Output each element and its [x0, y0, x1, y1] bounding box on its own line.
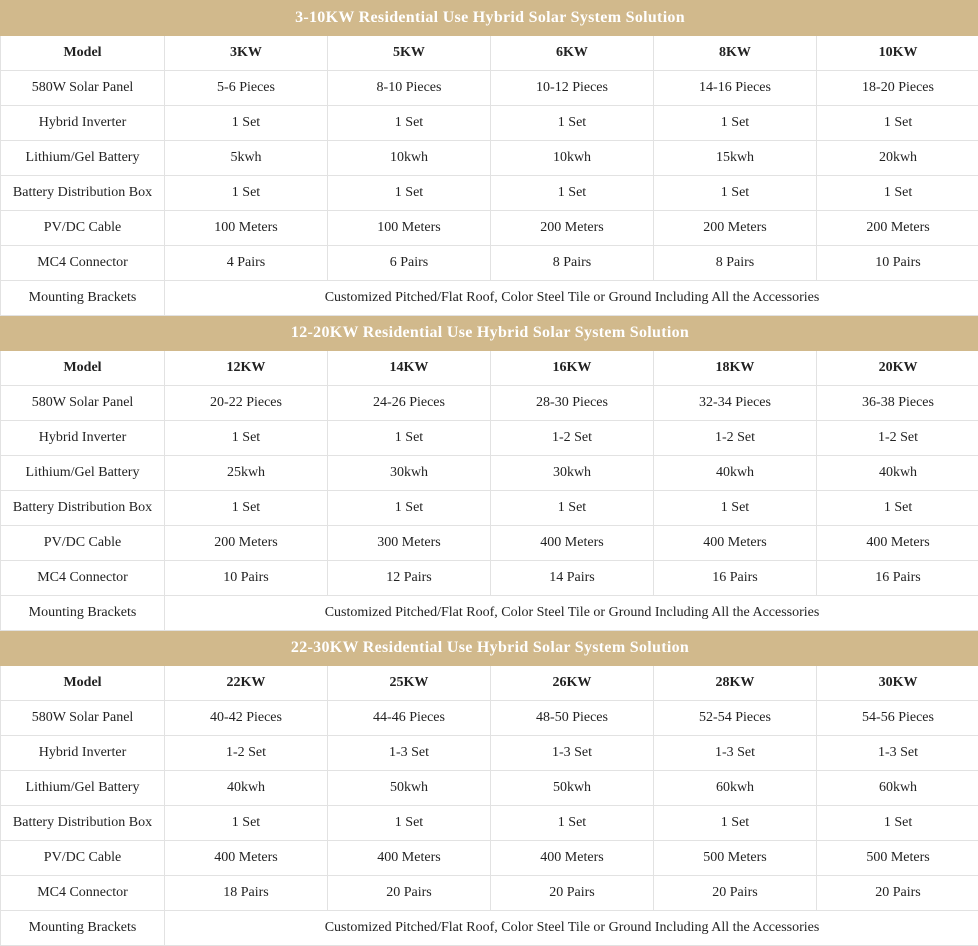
spec-value: 100 Meters [328, 211, 491, 246]
spec-label: Lithium/Gel Battery [1, 141, 165, 176]
model-label: Model [1, 36, 165, 71]
spec-value: 30kwh [491, 456, 654, 491]
spec-value: 1-2 Set [817, 421, 978, 456]
spec-label: Lithium/Gel Battery [1, 771, 165, 806]
spec-value: 15kwh [654, 141, 817, 176]
solar-solution-table-body [1, 1, 978, 946]
spec-value: 40-42 Pieces [165, 701, 328, 736]
model-row [1, 666, 978, 701]
spec-label: Battery Distribution Box [1, 176, 165, 211]
spec-label: MC4 Connector [1, 876, 165, 911]
spec-value: 10kwh [491, 141, 654, 176]
spec-value: 1 Set [491, 106, 654, 141]
spec-value: 30kwh [328, 456, 491, 491]
spec-value: 20-22 Pieces [165, 386, 328, 421]
spec-value: 4 Pairs [165, 246, 328, 281]
mounting-label: Mounting Brackets [1, 911, 165, 946]
spec-label: MC4 Connector [1, 561, 165, 596]
model-cell: 16KW [491, 351, 654, 386]
spec-value: 100 Meters [165, 211, 328, 246]
model-cell: 30KW [817, 666, 978, 701]
spec-value: 1 Set [328, 806, 491, 841]
section-title-row [1, 1, 978, 36]
spec-row [1, 246, 978, 281]
spec-value: 8-10 Pieces [328, 71, 491, 106]
section-title: 12-20KW Residential Use Hybrid Solar System Solution [1, 316, 978, 351]
section-title-row [1, 316, 978, 351]
spec-value: 20 Pairs [328, 876, 491, 911]
spec-value: 1 Set [328, 106, 491, 141]
spec-value: 16 Pairs [654, 561, 817, 596]
model-cell: 22KW [165, 666, 328, 701]
model-cell: 10KW [817, 36, 978, 71]
spec-value: 60kwh [817, 771, 978, 806]
spec-value: 1 Set [654, 806, 817, 841]
mounting-row [1, 596, 978, 631]
spec-row [1, 141, 978, 176]
spec-value: 200 Meters [491, 211, 654, 246]
model-cell: 6KW [491, 36, 654, 71]
spec-value: 1 Set [328, 176, 491, 211]
spec-value: 25kwh [165, 456, 328, 491]
spec-row [1, 806, 978, 841]
model-cell: 3KW [165, 36, 328, 71]
spec-value: 1-3 Set [654, 736, 817, 771]
spec-value: 1-3 Set [328, 736, 491, 771]
spec-value: 400 Meters [654, 526, 817, 561]
spec-value: 1 Set [817, 806, 978, 841]
model-cell: 20KW [817, 351, 978, 386]
spec-value: 28-30 Pieces [491, 386, 654, 421]
section-title-row [1, 631, 978, 666]
spec-label: Lithium/Gel Battery [1, 456, 165, 491]
spec-value: 1 Set [491, 491, 654, 526]
spec-value: 1-3 Set [817, 736, 978, 771]
spec-value: 24-26 Pieces [328, 386, 491, 421]
section-title: 22-30KW Residential Use Hybrid Solar System Solution [1, 631, 978, 666]
model-cell: 8KW [654, 36, 817, 71]
spec-label: Hybrid Inverter [1, 736, 165, 771]
spec-value: 5kwh [165, 141, 328, 176]
spec-value: 18-20 Pieces [817, 71, 978, 106]
spec-value: 1 Set [817, 106, 978, 141]
model-cell: 26KW [491, 666, 654, 701]
spec-value: 1 Set [165, 806, 328, 841]
spec-label: Battery Distribution Box [1, 806, 165, 841]
spec-value: 1 Set [328, 421, 491, 456]
spec-value: 36-38 Pieces [817, 386, 978, 421]
spec-label: 580W Solar Panel [1, 71, 165, 106]
spec-value: 10 Pairs [817, 246, 978, 281]
spec-value: 400 Meters [817, 526, 978, 561]
spec-value: 300 Meters [328, 526, 491, 561]
spec-row [1, 841, 978, 876]
model-label: Model [1, 351, 165, 386]
mounting-value: Customized Pitched/Flat Roof, Color Steel Tile or Ground Including All the Accessories [165, 911, 978, 946]
spec-value: 60kwh [654, 771, 817, 806]
spec-row [1, 771, 978, 806]
mounting-value: Customized Pitched/Flat Roof, Color Steel Tile or Ground Including All the Accessories [165, 281, 978, 316]
spec-value: 20 Pairs [654, 876, 817, 911]
model-row [1, 351, 978, 386]
spec-value: 400 Meters [328, 841, 491, 876]
spec-value: 400 Meters [491, 526, 654, 561]
spec-value: 18 Pairs [165, 876, 328, 911]
spec-row [1, 736, 978, 771]
spec-value: 1 Set [165, 106, 328, 141]
spec-value: 1 Set [165, 176, 328, 211]
spec-value: 200 Meters [654, 211, 817, 246]
section-title: 3-10KW Residential Use Hybrid Solar System Solution [1, 1, 978, 36]
spec-value: 14 Pairs [491, 561, 654, 596]
spec-value: 1 Set [654, 491, 817, 526]
spec-value: 40kwh [654, 456, 817, 491]
spec-row [1, 701, 978, 736]
spec-value: 1 Set [654, 106, 817, 141]
spec-value: 500 Meters [654, 841, 817, 876]
spec-value: 54-56 Pieces [817, 701, 978, 736]
mounting-row [1, 281, 978, 316]
spec-value: 16 Pairs [817, 561, 978, 596]
spec-value: 40kwh [817, 456, 978, 491]
spec-value: 1-3 Set [491, 736, 654, 771]
spec-row [1, 456, 978, 491]
spec-value: 1 Set [817, 491, 978, 526]
spec-value: 10kwh [328, 141, 491, 176]
model-cell: 25KW [328, 666, 491, 701]
mounting-value: Customized Pitched/Flat Roof, Color Steel Tile or Ground Including All the Accessories [165, 596, 978, 631]
spec-row [1, 71, 978, 106]
spec-value: 400 Meters [491, 841, 654, 876]
spec-value: 500 Meters [817, 841, 978, 876]
spec-value: 10-12 Pieces [491, 71, 654, 106]
spec-value: 44-46 Pieces [328, 701, 491, 736]
spec-value: 12 Pairs [328, 561, 491, 596]
spec-label: PV/DC Cable [1, 841, 165, 876]
spec-value: 20 Pairs [491, 876, 654, 911]
model-cell: 5KW [328, 36, 491, 71]
spec-row [1, 176, 978, 211]
spec-value: 20kwh [817, 141, 978, 176]
spec-row [1, 211, 978, 246]
spec-row [1, 526, 978, 561]
spec-value: 1 Set [328, 491, 491, 526]
spec-label: MC4 Connector [1, 246, 165, 281]
spec-value: 40kwh [165, 771, 328, 806]
model-row [1, 36, 978, 71]
spec-label: Hybrid Inverter [1, 421, 165, 456]
spec-value: 200 Meters [165, 526, 328, 561]
spec-value: 1 Set [491, 176, 654, 211]
mounting-label: Mounting Brackets [1, 281, 165, 316]
spec-label: Hybrid Inverter [1, 106, 165, 141]
spec-row [1, 876, 978, 911]
spec-value: 48-50 Pieces [491, 701, 654, 736]
spec-value: 1-2 Set [654, 421, 817, 456]
spec-value: 10 Pairs [165, 561, 328, 596]
spec-value: 5-6 Pieces [165, 71, 328, 106]
spec-value: 1-2 Set [491, 421, 654, 456]
spec-label: PV/DC Cable [1, 526, 165, 561]
spec-label: 580W Solar Panel [1, 701, 165, 736]
spec-value: 8 Pairs [654, 246, 817, 281]
spec-value: 200 Meters [817, 211, 978, 246]
spec-label: Battery Distribution Box [1, 491, 165, 526]
spec-value: 50kwh [491, 771, 654, 806]
mounting-row [1, 911, 978, 946]
spec-value: 400 Meters [165, 841, 328, 876]
spec-row [1, 561, 978, 596]
spec-value: 52-54 Pieces [654, 701, 817, 736]
spec-value: 8 Pairs [491, 246, 654, 281]
spec-row [1, 106, 978, 141]
model-cell: 28KW [654, 666, 817, 701]
spec-value: 1-2 Set [165, 736, 328, 771]
spec-value: 50kwh [328, 771, 491, 806]
spec-row [1, 491, 978, 526]
spec-label: 580W Solar Panel [1, 386, 165, 421]
spec-value: 1 Set [654, 176, 817, 211]
spec-value: 1 Set [817, 176, 978, 211]
spec-value: 6 Pairs [328, 246, 491, 281]
spec-value: 1 Set [491, 806, 654, 841]
spec-value: 1 Set [165, 491, 328, 526]
spec-row [1, 386, 978, 421]
spec-value: 1 Set [165, 421, 328, 456]
mounting-label: Mounting Brackets [1, 596, 165, 631]
model-label: Model [1, 666, 165, 701]
spec-label: PV/DC Cable [1, 211, 165, 246]
spec-value: 32-34 Pieces [654, 386, 817, 421]
model-cell: 18KW [654, 351, 817, 386]
spec-row [1, 421, 978, 456]
spec-value: 20 Pairs [817, 876, 978, 911]
spec-value: 14-16 Pieces [654, 71, 817, 106]
model-cell: 14KW [328, 351, 491, 386]
model-cell: 12KW [165, 351, 328, 386]
